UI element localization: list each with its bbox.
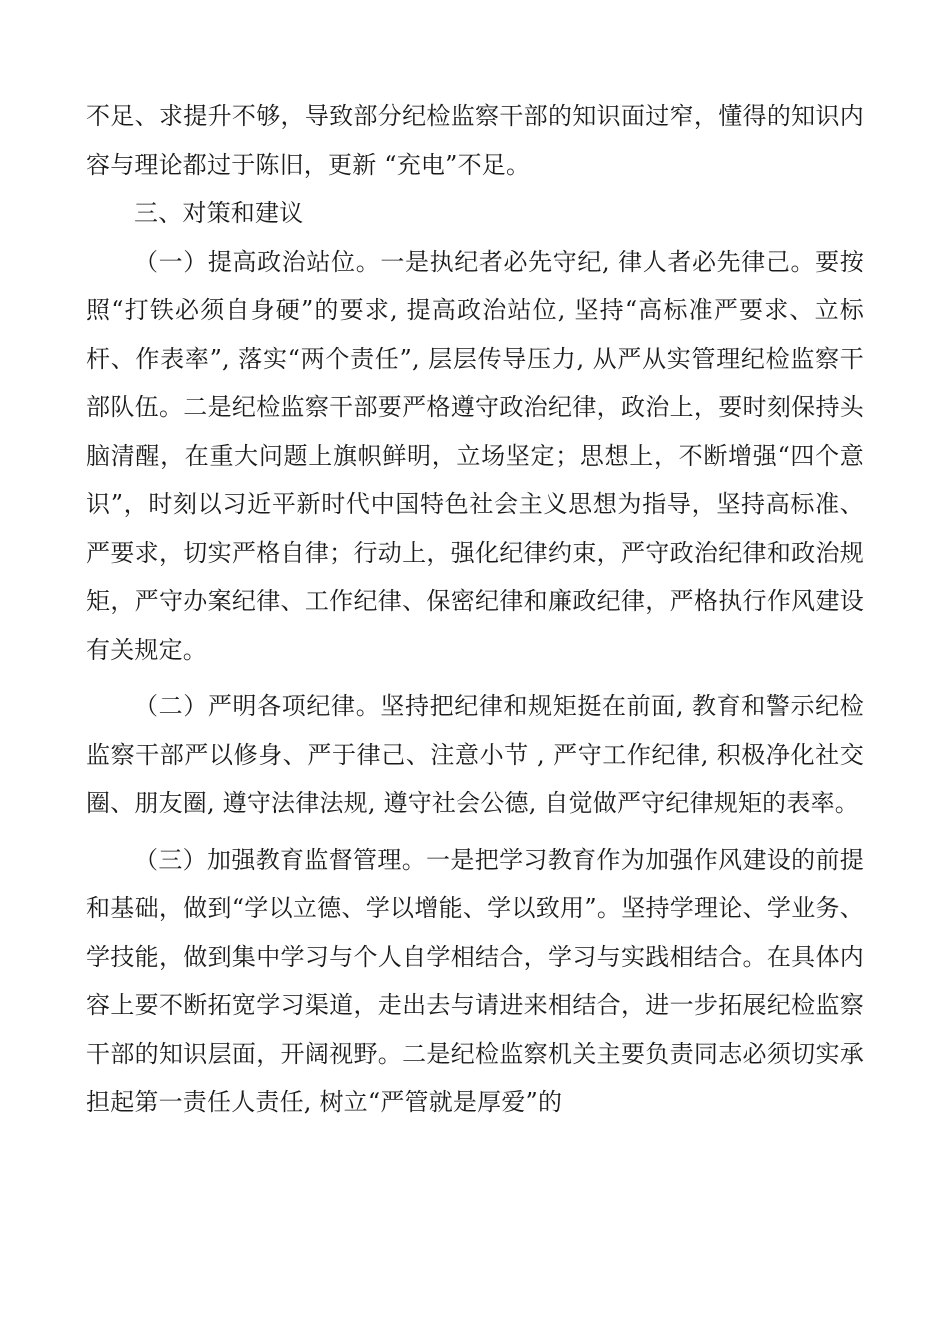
document-body [86, 92, 864, 1127]
paragraph-political-stance: （一）提高政治站位。一是执纪者必先守纪, 律人者必先律己。要按照“打铁必须自身硬”的要求, 提高政治站位, 坚持“高标准严要求、立标杆、作表率”, 落实“两个责任”, 层层传导压力, 从严从实管理纪检监察干部队伍。二是纪检监察干部要严格遵守政治纪律，政治上，要时刻保持头脑清醒，在重大问题上旗帜鲜明，立场坚定；思想上，不断增强“四个意识”，时刻以习近平新时代中国特色社会主义思想为指导，坚持高标准、严要求，切实严格自律；行动上，强化纪律约束，严守政治纪律和政治规矩，严守办案纪律、工作纪律、保密纪律和廉政纪律，严格执行作风建设有关规定。 [86, 247, 864, 664]
section-heading-countermeasures: 三、对策和建议 [134, 199, 304, 227]
paragraph-education-supervision: （三）加强教育监督管理。一是把学习教育作为加强作风建设的前提和基础，做到“学以立德、学以增能、学以致用”。坚持学理论、学业务、学技能，做到集中学习与个人自学相结合，学习与实践相结合。在具体内容上要不断拓宽学习渠道，走出去与请进来相结合，进一步拓展纪检监察干部的知识层面，开阔视野。二是纪检监察机关主要负责同志必须切实承担起第一责任人责任, 树立“严管就是厚爱”的 [86, 845, 864, 1116]
paragraph-continuation: 不足、求提升不够，导致部分纪检监察干部的知识面过窄，懂得的知识内容与理论都过于陈旧，更新 “充电”不足。 [86, 102, 864, 179]
paragraph-discipline: （二）严明各项纪律。坚持把纪律和规矩挺在前面, 教育和警示纪检监察干部严以修身、严于律己、注意小节 , 严守工作纪律, 积极净化社交圈、朋友圈, 遵守法律法规, 遵守社会公德, 自觉做严守纪律规矩的表率。 [86, 692, 864, 817]
